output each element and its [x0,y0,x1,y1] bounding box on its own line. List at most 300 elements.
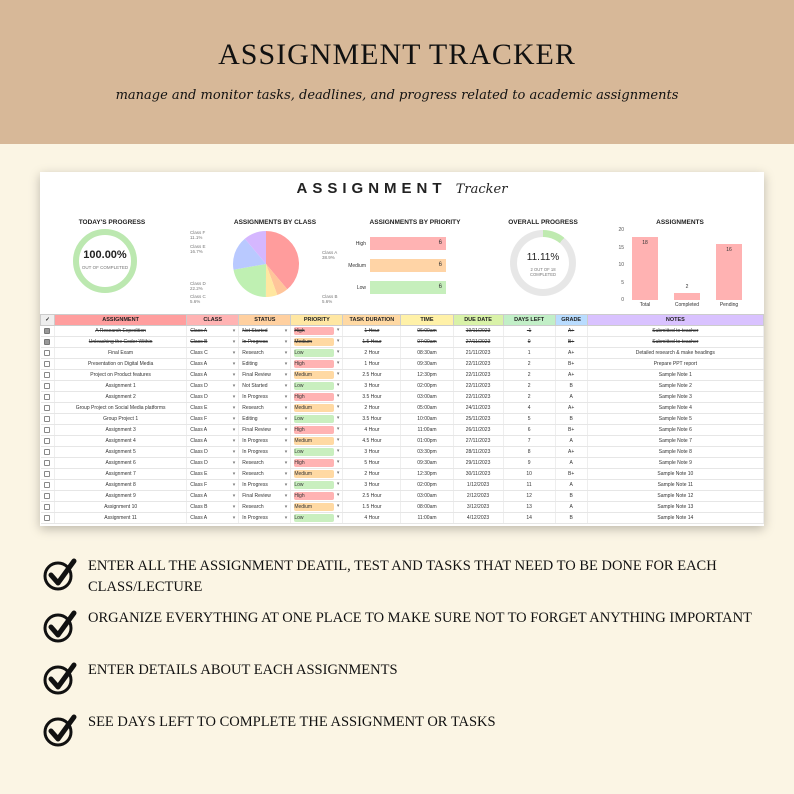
cell-duration[interactable]: 5 Hour [343,458,401,469]
row-checkbox[interactable] [44,361,50,367]
assignments-table [40,314,764,524]
row-checkbox-cell[interactable] [41,513,55,524]
table-row [41,480,764,491]
sheet-title [40,172,764,202]
cell-status-dropdown[interactable]: Final Review ▾ [239,370,291,381]
priority-pill: High [294,360,334,368]
cell-assignment[interactable]: Assignment 3 [55,425,187,436]
cell-duration[interactable]: 3.5 Hour [343,414,401,425]
cell-duration[interactable]: 1 Hour [343,326,401,337]
cell-grade[interactable]: A+ [555,348,587,359]
cell-due-date[interactable]: 4/12/2023 [453,513,503,524]
feature-text: ENTER ALL THE ASSIGNMENT DEATIL, TEST AND TASKS THAT NEED TO BE DONE FOR EACH CLASS/LECTURE [88,558,717,595]
assignments-chart-label: ASSIGNMENTS [656,219,704,226]
row-checkbox-cell[interactable] [41,326,55,337]
table-row [41,436,764,447]
cell-days-left: 11 [503,480,555,491]
by-priority-label: ASSIGNMENTS BY PRIORITY [369,219,461,226]
check-circle-icon [42,608,78,644]
cell-duration[interactable]: 1.5 Hour [343,337,401,348]
cell-grade[interactable]: B [555,414,587,425]
row-checkbox[interactable] [44,460,50,466]
pie-label-class-a: Class A 38.9% [322,250,338,260]
cell-notes[interactable]: Sample Note 9 [587,458,763,469]
priority-pill: High [294,327,334,335]
row-checkbox-cell[interactable] [41,502,55,513]
table-row [41,403,764,414]
header-status: STATUS [239,315,291,326]
cell-class-dropdown[interactable]: Class F ▾ [187,414,239,425]
cell-time[interactable]: 09:30am [401,359,453,370]
row-checkbox-cell[interactable] [41,348,55,359]
cell-class-dropdown[interactable]: Class A ▾ [187,326,239,337]
cell-time[interactable]: 02:00pm [401,480,453,491]
cell-priority-dropdown[interactable] [291,348,343,359]
cell-due-date[interactable]: 25/11/2023 [453,414,503,425]
pie-slice-class-d [233,264,266,297]
priority-pill: High [294,459,334,467]
cell-assignment[interactable]: Assignment 2 [55,392,187,403]
cell-class-dropdown[interactable]: Class D ▾ [187,458,239,469]
header-check: ✓ [41,315,55,326]
cell-time[interactable]: 05:00am [401,403,453,414]
cell-time[interactable]: 09:30am [401,458,453,469]
cell-duration[interactable]: 2.5 Hour [343,370,401,381]
cell-assignment[interactable]: Assignment 7 [55,469,187,480]
cell-duration[interactable]: 2 Hour [343,403,401,414]
row-checkbox[interactable] [44,515,50,521]
cell-status-dropdown[interactable]: Research ▾ [239,348,291,359]
cell-status-dropdown[interactable]: Final Review ▾ [239,491,291,502]
cell-grade[interactable]: B [555,491,587,502]
cell-time[interactable]: 12:30pm [401,370,453,381]
cell-time[interactable]: 03:00am [401,491,453,502]
cell-due-date[interactable]: 22/11/2023 [453,381,503,392]
cell-due-date[interactable]: 2/12/2023 [453,491,503,502]
cell-duration[interactable]: 3 Hour [343,447,401,458]
cell-days-left: 7 [503,436,555,447]
priority-pill: Medium [294,371,334,379]
priority-bar-high: 6 [370,237,446,250]
cell-notes[interactable]: Sample Note 11 [587,480,763,491]
cell-days-left: 1 [503,348,555,359]
cell-priority-dropdown[interactable] [291,392,343,403]
cell-class-dropdown[interactable]: Class C ▾ [187,348,239,359]
cell-assignment[interactable]: Group Project on Social Media platforms [55,403,187,414]
cell-time[interactable]: 07:00am [401,337,453,348]
todays-progress-label: TODAY'S PROGRESS [78,219,146,226]
cell-class-dropdown[interactable]: Class A ▾ [187,436,239,447]
class-pie-chart [226,229,306,299]
cell-notes[interactable]: Sample Note 13 [587,502,763,513]
cell-time[interactable]: 08:00am [401,502,453,513]
cell-class-dropdown[interactable]: Class D ▾ [187,447,239,458]
feature-item [42,712,762,752]
pie-label-class-e: Class E 16.7% [190,244,206,254]
pie-label-class-f: Class F 11.1% [190,230,206,240]
cell-class-dropdown[interactable]: Class A ▾ [187,359,239,370]
cell-status-dropdown[interactable]: In Progress ▾ [239,513,291,524]
cell-class-dropdown[interactable]: Class E ▾ [187,403,239,414]
priority-pill: Low [294,514,334,522]
priority-bar-medium: 6 [370,259,446,272]
cell-notes[interactable]: Sample Note 6 [587,425,763,436]
table-row [41,469,764,480]
cell-priority-dropdown[interactable] [291,447,343,458]
feature-item [42,556,762,608]
row-checkbox[interactable] [44,427,50,433]
cell-duration[interactable]: 1.5 Hour [343,502,401,513]
cell-due-date[interactable]: 26/11/2023 [453,425,503,436]
cell-notes[interactable]: Sample Note 3 [587,392,763,403]
feature-item [42,608,762,660]
cell-status-dropdown[interactable]: In Progress ▾ [239,480,291,491]
cell-days-left: 12 [503,491,555,502]
cell-due-date[interactable]: 24/11/2023 [453,403,503,414]
row-checkbox-cell[interactable] [41,337,55,348]
header-banner [0,0,794,144]
cell-due-date[interactable]: 22/11/2023 [453,370,503,381]
cell-grade[interactable]: A [555,436,587,447]
cell-status-dropdown[interactable]: Editing ▾ [239,414,291,425]
cell-duration[interactable]: 2 Hour [343,469,401,480]
by-class-label: ASSIGNMENTS BY CLASS [233,219,317,226]
cell-days-left: -1 [503,326,555,337]
priority-bar-label: Medium [348,263,366,269]
cell-due-date[interactable]: 30/11/2023 [453,469,503,480]
row-checkbox[interactable] [44,449,50,455]
cell-time[interactable]: 03:00am [401,392,453,403]
page-subtitle: manage and monitor tasks, deadlines, and progress related to academic assignments [115,88,679,103]
cell-status-dropdown[interactable]: In Progress ▾ [239,447,291,458]
cell-notes[interactable]: Sample Note 7 [587,436,763,447]
assignments-bar-total [632,237,658,300]
cell-due-date[interactable]: 28/11/2023 [453,447,503,458]
cell-status-dropdown[interactable]: In Progress ▾ [239,436,291,447]
cell-duration[interactable]: 4 Hour [343,513,401,524]
row-checkbox[interactable] [44,471,50,477]
cell-class-dropdown[interactable]: Class A ▾ [187,513,239,524]
priority-bar-label: High [355,241,366,247]
cell-class-dropdown[interactable]: Class D ▾ [187,381,239,392]
row-checkbox[interactable] [44,493,50,499]
priority-pill: Medium [294,437,334,445]
row-checkbox-cell[interactable] [41,469,55,480]
priority-pill: Medium [294,338,334,346]
cell-days-left: 13 [503,502,555,513]
cell-assignment[interactable]: Unleashing the Coder Within [55,337,187,348]
cell-class-dropdown[interactable]: Class B ▾ [187,502,239,513]
row-checkbox[interactable] [44,339,50,345]
assignments-bar-value: 18 [642,240,648,246]
header-time: TIME [401,315,453,326]
cell-priority-dropdown[interactable] [291,425,343,436]
cell-assignment[interactable]: Assignment 8 [55,480,187,491]
table-row [41,381,764,392]
header-notes: NOTES [587,315,763,326]
cell-time[interactable]: 12:30pm [401,469,453,480]
row-checkbox[interactable] [44,482,50,488]
cell-days-left: 9 [503,458,555,469]
cell-assignment[interactable]: Group Project 1 [55,414,187,425]
priority-pill: Medium [294,404,334,412]
cell-grade[interactable]: B+ [555,425,587,436]
table-row [41,447,764,458]
cell-time[interactable]: 06:00am [401,326,453,337]
priority-pill: Low [294,448,334,456]
cell-grade[interactable]: A [555,480,587,491]
cell-notes[interactable]: Sample Note 5 [587,414,763,425]
header-priority: PRIORITY [291,315,343,326]
cell-class-dropdown[interactable]: Class F ▾ [187,480,239,491]
cell-grade[interactable]: A+ [555,403,587,414]
cell-duration[interactable]: 1 Hour [343,359,401,370]
cell-time[interactable]: 01:00pm [401,436,453,447]
cell-status-dropdown[interactable]: Final Review ▾ [239,425,291,436]
cell-notes[interactable]: Sample Note 8 [587,447,763,458]
cell-status-dropdown[interactable]: Research ▾ [239,458,291,469]
cell-assignment[interactable]: Assignment 5 [55,447,187,458]
feature-text: ENTER DETAILS ABOUT EACH ASSIGNMENTS [88,662,398,678]
cell-due-date[interactable]: 22/11/2023 [453,392,503,403]
cell-grade[interactable]: A [555,392,587,403]
cell-priority-dropdown[interactable] [291,491,343,502]
cell-notes[interactable]: Sample Note 12 [587,491,763,502]
priority-pill: Low [294,349,334,357]
cell-grade[interactable]: A+ [555,326,587,337]
cell-duration[interactable]: 3 Hour [343,480,401,491]
pie-label-class-b: Class B 5.6% [322,294,338,304]
overall-progress-value: 11.11% [526,252,560,263]
cell-time[interactable]: 10:00am [401,414,453,425]
table-row [41,370,764,381]
sheet-title-main: ASSIGNMENT [296,180,447,197]
priority-bar-low: 6 [370,281,446,294]
sheet-title-script: Tracker [455,182,508,197]
row-checkbox-cell[interactable] [41,458,55,469]
row-checkbox[interactable] [44,504,50,510]
cell-notes[interactable]: Submitted to teacher [587,337,763,348]
cell-notes[interactable]: Prepare PPT report [587,359,763,370]
feature-item [42,660,762,712]
cell-assignment[interactable]: Assignment 1 [55,381,187,392]
cell-priority-dropdown[interactable] [291,337,343,348]
cell-duration[interactable]: 2.5 Hour [343,491,401,502]
table-row [41,392,764,403]
cell-due-date[interactable]: 1/12/2023 [453,480,503,491]
cell-status-dropdown[interactable]: Research ▾ [239,403,291,414]
cell-assignment[interactable]: Presentation on Digital Media [55,359,187,370]
cell-status-dropdown[interactable]: Not Started ▾ [239,381,291,392]
cell-notes[interactable]: Sample Note 1 [587,370,763,381]
row-checkbox[interactable] [44,372,50,378]
assignments-bar-value: 16 [726,247,732,253]
row-checkbox-cell[interactable] [41,381,55,392]
y-tick-label: 0 [621,297,624,303]
header-duration: TASK DURATION [343,315,401,326]
y-tick-label: 20 [618,227,624,233]
cell-days-left: 5 [503,414,555,425]
row-checkbox-cell[interactable] [41,425,55,436]
cell-class-dropdown[interactable]: Class A ▾ [187,491,239,502]
cell-time[interactable]: 03:30pm [401,447,453,458]
cell-due-date[interactable]: 3/12/2023 [453,502,503,513]
cell-priority-dropdown[interactable] [291,436,343,447]
overall-progress-sub: 2 OUT OF 18 COMPLETED [529,267,557,277]
cell-days-left: 0 [503,337,555,348]
cell-due-date[interactable]: 27/11/2023 [453,436,503,447]
cell-duration[interactable]: 4 Hour [343,425,401,436]
cell-priority-dropdown[interactable] [291,359,343,370]
assignments-bar-category: Completed [674,302,700,308]
cell-status-dropdown[interactable]: Research ▾ [239,502,291,513]
priority-pill: Low [294,382,334,390]
cell-grade[interactable]: A+ [555,447,587,458]
cell-time[interactable]: 02:00pm [401,381,453,392]
cell-due-date[interactable]: 22/11/2023 [453,359,503,370]
cell-assignment[interactable]: Final Exam [55,348,187,359]
cell-assignment[interactable]: A Research Expedition [55,326,187,337]
cell-time[interactable]: 08:30am [401,348,453,359]
cell-class-dropdown[interactable]: Class A ▾ [187,425,239,436]
cell-days-left: 2 [503,359,555,370]
row-checkbox-cell[interactable] [41,480,55,491]
cell-assignment[interactable]: Assignment 9 [55,491,187,502]
row-checkbox[interactable] [44,328,50,334]
table-row [41,491,764,502]
cell-assignment[interactable]: Assignment 6 [55,458,187,469]
cell-priority-dropdown[interactable] [291,370,343,381]
cell-grade[interactable]: B+ [555,469,587,480]
assignments-bar-category: Total [639,302,651,308]
table-row [41,425,764,436]
cell-assignment[interactable]: Assignment 10 [55,502,187,513]
cell-grade[interactable]: B [555,513,587,524]
header-class: CLASS [187,315,239,326]
todays-progress-ring [73,229,137,293]
y-tick-label: 15 [618,244,624,251]
cell-priority-dropdown[interactable] [291,469,343,480]
page-title: ASSIGNMENT TRACKER [218,38,576,71]
check-circle-icon [42,712,78,748]
y-tick-label: 5 [621,279,624,286]
table-row [41,348,764,359]
check-circle-icon [42,556,78,592]
row-checkbox-cell[interactable] [41,447,55,458]
pie-label-class-c: Class C 5.6% [190,294,206,304]
cell-class-dropdown[interactable]: Class B ▾ [187,337,239,348]
row-checkbox[interactable] [44,383,50,389]
cell-priority-dropdown[interactable] [291,403,343,414]
priority-pill: Medium [294,470,334,478]
cell-assignment[interactable]: Assignment 4 [55,436,187,447]
cell-priority-dropdown[interactable] [291,326,343,337]
cell-notes[interactable]: Sample Note 14 [587,513,763,524]
row-checkbox-cell[interactable] [41,436,55,447]
assignments-bar-value: 2 [685,284,689,290]
cell-assignment[interactable]: Assignment 11 [55,513,187,524]
cell-class-dropdown[interactable]: Class E ▾ [187,469,239,480]
cell-priority-dropdown[interactable] [291,414,343,425]
cell-due-date[interactable]: 19/11/2023 [453,326,503,337]
cell-class-dropdown[interactable]: Class D ▾ [187,392,239,403]
cell-time[interactable]: 11:00am [401,513,453,524]
cell-notes[interactable]: Submitted to teacher [587,326,763,337]
cell-priority-dropdown[interactable] [291,480,343,491]
cell-due-date[interactable]: 29/11/2023 [453,458,503,469]
row-checkbox-cell[interactable] [41,392,55,403]
cell-duration[interactable]: 3 Hour [343,381,401,392]
cell-notes[interactable]: Sample Note 4 [587,403,763,414]
todays-progress-sub: OUT OF COMPLETED [81,265,129,270]
cell-notes[interactable]: Sample Note 10 [587,469,763,480]
table-row [41,337,764,348]
cell-class-dropdown[interactable]: Class A ▾ [187,370,239,381]
spreadsheet-preview [40,172,764,526]
header-grade: GRADE [555,315,587,326]
cell-grade[interactable]: A [555,502,587,513]
cell-grade[interactable]: B [555,381,587,392]
cell-grade[interactable]: B+ [555,337,587,348]
row-checkbox-cell[interactable] [41,403,55,414]
cell-grade[interactable]: B+ [555,359,587,370]
priority-pill: Medium [294,503,334,511]
cell-priority-dropdown[interactable] [291,458,343,469]
todays-progress-value: 100.00% [83,249,127,261]
cell-notes[interactable]: Sample Note 2 [587,381,763,392]
cell-duration[interactable]: 2 Hour [343,348,401,359]
row-checkbox-cell[interactable] [41,414,55,425]
priority-pill: High [294,393,334,401]
cell-status-dropdown[interactable]: Not Started ▾ [239,326,291,337]
row-checkbox-cell[interactable] [41,370,55,381]
row-checkbox[interactable] [44,438,50,444]
assignments-bar-completed [674,293,700,300]
cell-duration[interactable]: 4.5 Hour [343,436,401,447]
cell-status-dropdown[interactable]: In Progress ▾ [239,392,291,403]
row-checkbox-cell[interactable] [41,359,55,370]
table-header-row [41,315,764,326]
cell-assignment[interactable]: Project on Product features [55,370,187,381]
cell-days-left: 4 [503,403,555,414]
table-row [41,502,764,513]
table-row [41,326,764,337]
cell-status-dropdown[interactable]: In Progress ▾ [239,337,291,348]
cell-priority-dropdown[interactable] [291,502,343,513]
row-checkbox[interactable] [44,350,50,356]
cell-time[interactable]: 11:00am [401,425,453,436]
cell-grade[interactable]: A+ [555,370,587,381]
priority-bar-label: Low [356,285,366,291]
cell-due-date[interactable]: 21/11/2023 [453,348,503,359]
cell-grade[interactable]: A [555,458,587,469]
cell-status-dropdown[interactable]: Editing ▾ [239,359,291,370]
priority-pill: Low [294,415,334,423]
row-checkbox[interactable] [44,416,50,422]
row-checkbox[interactable] [44,405,50,411]
row-checkbox-cell[interactable] [41,491,55,502]
cell-status-dropdown[interactable]: Research ▾ [239,469,291,480]
priority-pill: High [294,492,334,500]
cell-days-left: 2 [503,392,555,403]
cell-notes[interactable]: Detailed research & make headings [587,348,763,359]
cell-priority-dropdown[interactable] [291,513,343,524]
cell-due-date[interactable]: 27/11/2023 [453,337,503,348]
cell-duration[interactable]: 3.5 Hour [343,392,401,403]
cell-days-left: 2 [503,381,555,392]
cell-priority-dropdown[interactable] [291,381,343,392]
row-checkbox[interactable] [44,394,50,400]
